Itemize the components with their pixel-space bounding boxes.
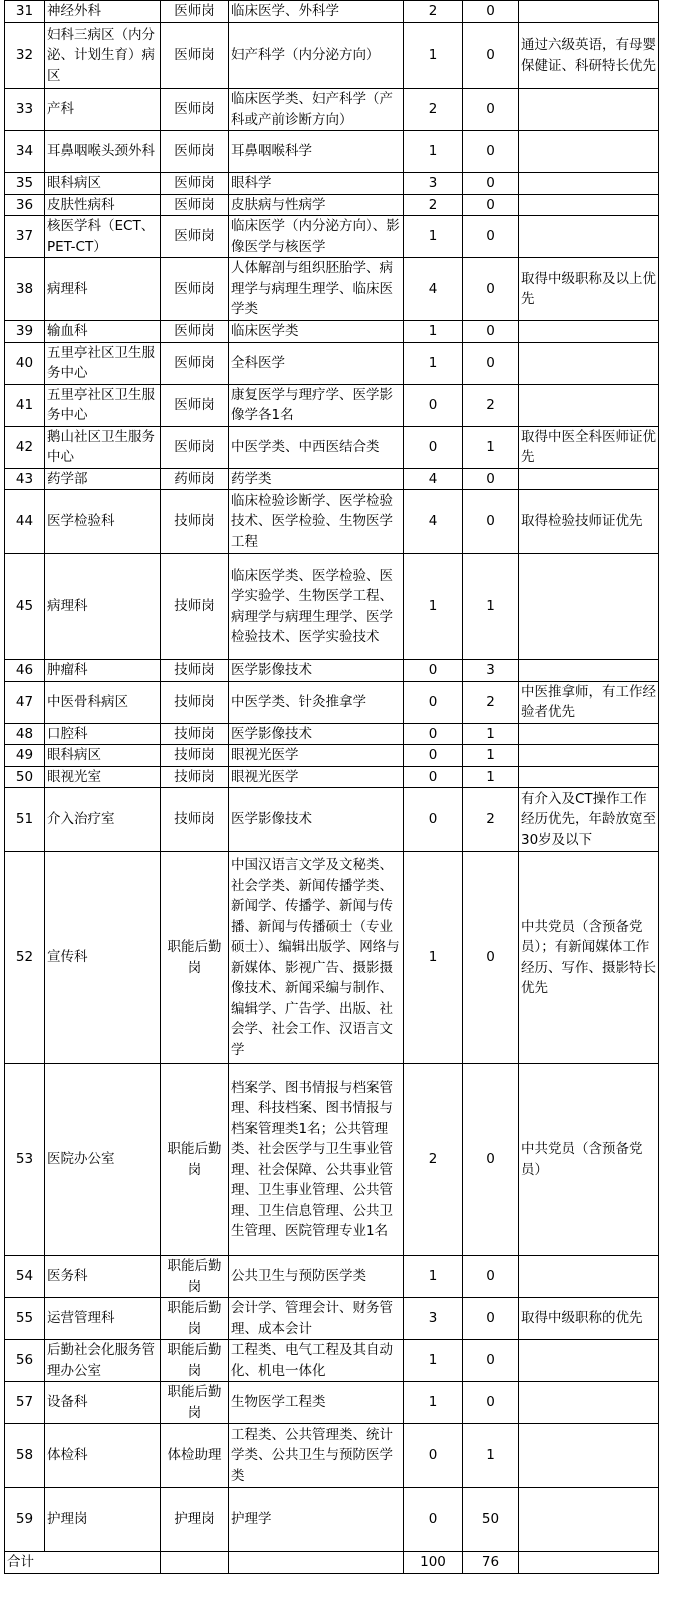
row-number: 49 bbox=[5, 745, 45, 767]
row-number: 37 bbox=[5, 216, 45, 258]
total-blank bbox=[229, 1552, 404, 1574]
count-col-2: 0 bbox=[463, 1256, 519, 1298]
major-requirement: 临床医学类、妇产科学（产科或产前诊断方向） bbox=[229, 89, 404, 131]
row-number: 53 bbox=[5, 1064, 45, 1256]
post-type: 技师岗 bbox=[161, 490, 229, 554]
count-col-2: 1 bbox=[463, 723, 519, 745]
count-col-1: 3 bbox=[404, 1298, 463, 1340]
major-requirement: 人体解剖与组织胚胎学、病理学与病理生理学、临床医学类 bbox=[229, 258, 404, 321]
remarks bbox=[519, 1424, 659, 1488]
department: 口腔科 bbox=[45, 723, 161, 745]
department: 妇科三病区（内分泌、计划生育）病区 bbox=[45, 23, 161, 89]
count-col-2: 3 bbox=[463, 660, 519, 682]
count-col-2: 0 bbox=[463, 852, 519, 1064]
count-col-1: 4 bbox=[404, 258, 463, 321]
department: 体检科 bbox=[45, 1424, 161, 1488]
count-col-2: 2 bbox=[463, 788, 519, 852]
post-type: 医师岗 bbox=[161, 258, 229, 321]
remarks: 中医推拿师，有工作经验者优先 bbox=[519, 681, 659, 723]
post-type: 职能后勤岗 bbox=[161, 1256, 229, 1298]
table-row bbox=[5, 766, 659, 788]
row-number: 31 bbox=[5, 1, 45, 23]
post-type: 职能后勤岗 bbox=[161, 1064, 229, 1256]
department: 耳鼻咽喉头颈外科 bbox=[45, 131, 161, 173]
table-row bbox=[5, 852, 659, 1064]
department: 病理科 bbox=[45, 554, 161, 660]
count-col-2: 0 bbox=[463, 490, 519, 554]
count-col-1: 0 bbox=[404, 660, 463, 682]
table-row bbox=[5, 321, 659, 343]
remarks: 中共党员（含预备党员） bbox=[519, 1064, 659, 1256]
remarks bbox=[519, 384, 659, 426]
count-col-2: 0 bbox=[463, 468, 519, 490]
count-col-2: 0 bbox=[463, 342, 519, 384]
count-col-1: 1 bbox=[404, 131, 463, 173]
row-number: 48 bbox=[5, 723, 45, 745]
department: 五里亭社区卫生服务中心 bbox=[45, 384, 161, 426]
count-col-1: 1 bbox=[404, 852, 463, 1064]
major-requirement: 工程类、电气工程及其自动化、机电一体化 bbox=[229, 1340, 404, 1382]
post-type: 技师岗 bbox=[161, 766, 229, 788]
department: 眼科病区 bbox=[45, 173, 161, 195]
count-col-1: 2 bbox=[404, 1064, 463, 1256]
count-col-1: 0 bbox=[404, 745, 463, 767]
total-blank bbox=[519, 1552, 659, 1574]
count-col-1: 1 bbox=[404, 1256, 463, 1298]
major-requirement: 生物医学工程类 bbox=[229, 1382, 404, 1424]
major-requirement: 医学影像技术 bbox=[229, 788, 404, 852]
table-row bbox=[5, 216, 659, 258]
department: 五里亭社区卫生服务中心 bbox=[45, 342, 161, 384]
major-requirement: 会计学、管理会计、财务管理、成本会计 bbox=[229, 1298, 404, 1340]
remarks bbox=[519, 468, 659, 490]
count-col-2: 0 bbox=[463, 216, 519, 258]
remarks bbox=[519, 1, 659, 23]
table-body bbox=[5, 1, 659, 1574]
major-requirement: 档案学、图书情报与档案管理、科技档案、图书情报与档案管理类1名；公共管理类、社会医学与卫生事业管理、社会保障、公共事业管理、卫生事业管理、公共管理、卫生信息管理、公共卫生管理、医院管理专业1名 bbox=[229, 1064, 404, 1256]
total-count-col-2: 76 bbox=[463, 1552, 519, 1574]
count-col-1: 0 bbox=[404, 426, 463, 468]
count-col-2: 0 bbox=[463, 131, 519, 173]
remarks bbox=[519, 1382, 659, 1424]
row-number: 57 bbox=[5, 1382, 45, 1424]
row-number: 46 bbox=[5, 660, 45, 682]
table-row bbox=[5, 1340, 659, 1382]
row-number: 34 bbox=[5, 131, 45, 173]
total-count-col-1: 100 bbox=[404, 1552, 463, 1574]
count-col-1: 0 bbox=[404, 1424, 463, 1488]
table-row bbox=[5, 194, 659, 216]
department: 产科 bbox=[45, 89, 161, 131]
post-type: 技师岗 bbox=[161, 723, 229, 745]
count-col-2: 0 bbox=[463, 1298, 519, 1340]
remarks bbox=[519, 173, 659, 195]
table-row bbox=[5, 89, 659, 131]
major-requirement: 临床检验诊断学、医学检验技术、医学检验、生物医学工程 bbox=[229, 490, 404, 554]
major-requirement: 临床医学（内分泌方向）、影像医学与核医学 bbox=[229, 216, 404, 258]
table-row bbox=[5, 1298, 659, 1340]
table-row bbox=[5, 468, 659, 490]
department: 眼视光室 bbox=[45, 766, 161, 788]
row-number: 36 bbox=[5, 194, 45, 216]
post-type: 技师岗 bbox=[161, 554, 229, 660]
count-col-2: 1 bbox=[463, 1424, 519, 1488]
department: 输血科 bbox=[45, 321, 161, 343]
major-requirement: 药学类 bbox=[229, 468, 404, 490]
count-col-2: 2 bbox=[463, 384, 519, 426]
count-col-1: 4 bbox=[404, 468, 463, 490]
count-col-1: 1 bbox=[404, 1340, 463, 1382]
count-col-1: 0 bbox=[404, 1488, 463, 1552]
department: 核医学科（ECT、PET-CT） bbox=[45, 216, 161, 258]
major-requirement: 医学影像技术 bbox=[229, 660, 404, 682]
department: 宣传科 bbox=[45, 852, 161, 1064]
department: 神经外科 bbox=[45, 1, 161, 23]
post-type: 职能后勤岗 bbox=[161, 852, 229, 1064]
major-requirement: 中医学类、中西医结合类 bbox=[229, 426, 404, 468]
remarks bbox=[519, 131, 659, 173]
remarks bbox=[519, 660, 659, 682]
count-col-2: 1 bbox=[463, 426, 519, 468]
row-number: 55 bbox=[5, 1298, 45, 1340]
department: 医务科 bbox=[45, 1256, 161, 1298]
row-number: 50 bbox=[5, 766, 45, 788]
count-col-2: 1 bbox=[463, 766, 519, 788]
table-row bbox=[5, 490, 659, 554]
department: 医院办公室 bbox=[45, 1064, 161, 1256]
count-col-2: 0 bbox=[463, 173, 519, 195]
recruitment-table bbox=[4, 0, 659, 1574]
department: 肿瘤科 bbox=[45, 660, 161, 682]
post-type: 职能后勤岗 bbox=[161, 1298, 229, 1340]
post-type: 技师岗 bbox=[161, 681, 229, 723]
remarks: 有介入及CT操作工作经历优先，年龄放宽至30岁及以下 bbox=[519, 788, 659, 852]
post-type: 技师岗 bbox=[161, 745, 229, 767]
remarks bbox=[519, 216, 659, 258]
count-col-2: 0 bbox=[463, 194, 519, 216]
post-type: 医师岗 bbox=[161, 23, 229, 89]
department: 眼科病区 bbox=[45, 745, 161, 767]
remarks: 中共党员（含预备党员）；有新闻媒体工作经历、写作、摄影特长优先 bbox=[519, 852, 659, 1064]
department: 医学检验科 bbox=[45, 490, 161, 554]
row-number: 32 bbox=[5, 23, 45, 89]
remarks: 取得中级职称及以上优先 bbox=[519, 258, 659, 321]
count-col-1: 0 bbox=[404, 384, 463, 426]
remarks: 取得中级职称的优先 bbox=[519, 1298, 659, 1340]
remarks bbox=[519, 89, 659, 131]
count-col-2: 2 bbox=[463, 681, 519, 723]
count-col-1: 4 bbox=[404, 490, 463, 554]
department: 护理岗 bbox=[45, 1488, 161, 1552]
count-col-2: 1 bbox=[463, 745, 519, 767]
total-label: 合计 bbox=[5, 1552, 161, 1574]
remarks bbox=[519, 194, 659, 216]
table-row bbox=[5, 660, 659, 682]
table-row bbox=[5, 1, 659, 23]
major-requirement: 耳鼻咽喉科学 bbox=[229, 131, 404, 173]
table-row bbox=[5, 745, 659, 767]
post-type: 职能后勤岗 bbox=[161, 1382, 229, 1424]
count-col-1: 2 bbox=[404, 89, 463, 131]
row-number: 35 bbox=[5, 173, 45, 195]
major-requirement: 全科医学 bbox=[229, 342, 404, 384]
major-requirement: 康复医学与理疗学、医学影像学各1名 bbox=[229, 384, 404, 426]
post-type: 医师岗 bbox=[161, 384, 229, 426]
count-col-1: 2 bbox=[404, 1, 463, 23]
row-number: 47 bbox=[5, 681, 45, 723]
table-row bbox=[5, 426, 659, 468]
department: 皮肤性病科 bbox=[45, 194, 161, 216]
post-type: 医师岗 bbox=[161, 131, 229, 173]
count-col-1: 1 bbox=[404, 1382, 463, 1424]
department: 介入治疗室 bbox=[45, 788, 161, 852]
remarks bbox=[519, 342, 659, 384]
post-type: 医师岗 bbox=[161, 194, 229, 216]
department: 药学部 bbox=[45, 468, 161, 490]
table-row bbox=[5, 23, 659, 89]
row-number: 51 bbox=[5, 788, 45, 852]
table-row bbox=[5, 1382, 659, 1424]
count-col-1: 1 bbox=[404, 554, 463, 660]
row-number: 41 bbox=[5, 384, 45, 426]
count-col-1: 1 bbox=[404, 216, 463, 258]
row-number: 40 bbox=[5, 342, 45, 384]
count-col-1: 0 bbox=[404, 788, 463, 852]
table-row bbox=[5, 1064, 659, 1256]
major-requirement: 妇产科学（内分泌方向） bbox=[229, 23, 404, 89]
table-row bbox=[5, 342, 659, 384]
remarks bbox=[519, 321, 659, 343]
major-requirement: 临床医学、外科学 bbox=[229, 1, 404, 23]
count-col-2: 0 bbox=[463, 321, 519, 343]
count-col-2: 0 bbox=[463, 1064, 519, 1256]
table-row bbox=[5, 554, 659, 660]
row-number: 43 bbox=[5, 468, 45, 490]
remarks bbox=[519, 766, 659, 788]
count-col-2: 0 bbox=[463, 258, 519, 321]
count-col-1: 1 bbox=[404, 342, 463, 384]
remarks: 取得检验技师证优先 bbox=[519, 490, 659, 554]
major-requirement: 临床医学类、医学检验、医学实验学、生物医学工程、病理学与病理生理学、医学检验技术、医学实验技术 bbox=[229, 554, 404, 660]
count-col-2: 0 bbox=[463, 1382, 519, 1424]
post-type: 职能后勤岗 bbox=[161, 1340, 229, 1382]
row-number: 56 bbox=[5, 1340, 45, 1382]
count-col-2: 0 bbox=[463, 1340, 519, 1382]
post-type: 医师岗 bbox=[161, 1, 229, 23]
department: 中医骨科病区 bbox=[45, 681, 161, 723]
count-col-1: 0 bbox=[404, 681, 463, 723]
major-requirement: 护理学 bbox=[229, 1488, 404, 1552]
post-type: 医师岗 bbox=[161, 426, 229, 468]
remarks bbox=[519, 745, 659, 767]
department: 后勤社会化服务管理办公室 bbox=[45, 1340, 161, 1382]
major-requirement: 医学影像技术 bbox=[229, 723, 404, 745]
department: 病理科 bbox=[45, 258, 161, 321]
remarks bbox=[519, 1340, 659, 1382]
count-col-1: 0 bbox=[404, 723, 463, 745]
table-row bbox=[5, 788, 659, 852]
count-col-1: 1 bbox=[404, 23, 463, 89]
table-row bbox=[5, 681, 659, 723]
department: 鹅山社区卫生服务中心 bbox=[45, 426, 161, 468]
post-type: 技师岗 bbox=[161, 788, 229, 852]
row-number: 58 bbox=[5, 1424, 45, 1488]
table-row bbox=[5, 1424, 659, 1488]
department: 设备科 bbox=[45, 1382, 161, 1424]
row-number: 33 bbox=[5, 89, 45, 131]
post-type: 护理岗 bbox=[161, 1488, 229, 1552]
row-number: 59 bbox=[5, 1488, 45, 1552]
row-number: 54 bbox=[5, 1256, 45, 1298]
remarks: 通过六级英语，有母婴保健证、科研特长优先 bbox=[519, 23, 659, 89]
major-requirement: 中国汉语言文学及文秘类、社会学类、新闻传播学类、新闻学、传播学、新闻与传播、新闻与传播硕士（专业硕士）、编辑出版学、网络与新媒体、影视广告、摄影摄像技术、新闻采编与制作、编辑学、广告学、出版、社会学、社会工作、汉语言文学 bbox=[229, 852, 404, 1064]
table-row bbox=[5, 258, 659, 321]
post-type: 医师岗 bbox=[161, 342, 229, 384]
count-col-2: 1 bbox=[463, 554, 519, 660]
post-type: 医师岗 bbox=[161, 173, 229, 195]
post-type: 医师岗 bbox=[161, 89, 229, 131]
remarks bbox=[519, 1256, 659, 1298]
count-col-1: 3 bbox=[404, 173, 463, 195]
row-number: 45 bbox=[5, 554, 45, 660]
major-requirement: 眼科学 bbox=[229, 173, 404, 195]
remarks bbox=[519, 723, 659, 745]
major-requirement: 工程类、公共管理类、统计学类、公共卫生与预防医学类 bbox=[229, 1424, 404, 1488]
post-type: 体检助理 bbox=[161, 1424, 229, 1488]
major-requirement: 皮肤病与性病学 bbox=[229, 194, 404, 216]
table-row bbox=[5, 384, 659, 426]
table-row bbox=[5, 173, 659, 195]
post-type: 药师岗 bbox=[161, 468, 229, 490]
count-col-2: 0 bbox=[463, 89, 519, 131]
count-col-2: 0 bbox=[463, 1, 519, 23]
major-requirement: 中医学类、针灸推拿学 bbox=[229, 681, 404, 723]
row-number: 39 bbox=[5, 321, 45, 343]
row-number: 44 bbox=[5, 490, 45, 554]
major-requirement: 眼视光医学 bbox=[229, 766, 404, 788]
total-row bbox=[5, 1552, 659, 1574]
table-row bbox=[5, 131, 659, 173]
major-requirement: 临床医学类 bbox=[229, 321, 404, 343]
major-requirement: 公共卫生与预防医学类 bbox=[229, 1256, 404, 1298]
row-number: 42 bbox=[5, 426, 45, 468]
post-type: 医师岗 bbox=[161, 321, 229, 343]
department: 运营管理科 bbox=[45, 1298, 161, 1340]
table-row bbox=[5, 723, 659, 745]
major-requirement: 眼视光医学 bbox=[229, 745, 404, 767]
remarks bbox=[519, 1488, 659, 1552]
count-col-2: 0 bbox=[463, 23, 519, 89]
row-number: 52 bbox=[5, 852, 45, 1064]
count-col-1: 2 bbox=[404, 194, 463, 216]
count-col-1: 1 bbox=[404, 321, 463, 343]
count-col-2: 50 bbox=[463, 1488, 519, 1552]
remarks: 取得中医全科医师证优先 bbox=[519, 426, 659, 468]
table-row bbox=[5, 1488, 659, 1552]
count-col-1: 0 bbox=[404, 766, 463, 788]
total-blank bbox=[161, 1552, 229, 1574]
post-type: 技师岗 bbox=[161, 660, 229, 682]
row-number: 38 bbox=[5, 258, 45, 321]
remarks bbox=[519, 554, 659, 660]
table-row bbox=[5, 1256, 659, 1298]
post-type: 医师岗 bbox=[161, 216, 229, 258]
